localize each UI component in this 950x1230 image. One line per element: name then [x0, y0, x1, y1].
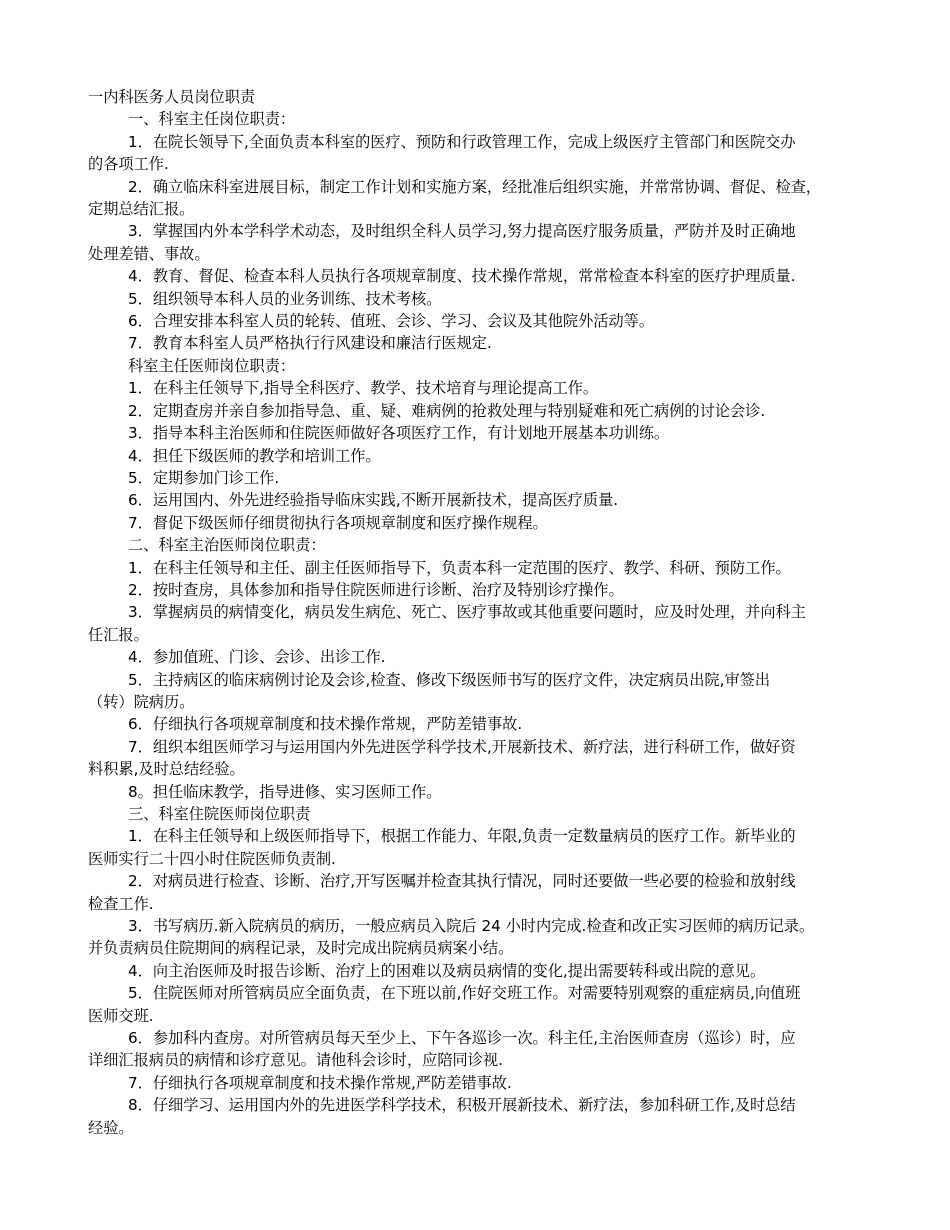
text-line: 一、科室主任岗位职责： — [128, 110, 296, 129]
text-line: 检查工作. — [88, 894, 154, 913]
text-line: 并负责病员住院期间的病程记录，及时完成出院病员病案小结。 — [88, 939, 514, 958]
text-line: （转）院病历。 — [88, 692, 195, 711]
text-line: 6．仔细执行各项规章制度和技术操作常规，严防差错事故. — [128, 715, 523, 734]
text-line: 2．定期查房并亲自参加指导急、重、疑、难病例的抢救处理与特别疑难和死亡病例的讨论会诊. — [128, 401, 766, 420]
text-line: 料积累,及时总结经验。 — [88, 760, 245, 779]
text-line: 5．组织领导本科人员的业务训练、技术考核。 — [128, 289, 442, 308]
text-line: 科室主任医师岗位职责： — [128, 356, 296, 375]
text-line: 1．在科主任领导和上级医师指导下，根据工作能力、年限,负责一定数量病员的医疗工作。新毕业的 — [128, 827, 796, 846]
text-line: 医师实行二十四小时住院医师负责制. — [88, 849, 336, 868]
text-line: 8。担任临床教学，指导进修、实习医师工作。 — [128, 782, 442, 801]
text-line: 医师交班. — [88, 1006, 154, 1025]
text-line: 3．掌握病员的病情变化，病员发生病危、死亡、医疗事故或其他重要问题时，应及时处理，并向科主 — [128, 603, 806, 622]
text-line: 定期总结汇报。 — [88, 200, 195, 219]
text-line: 1．在院长领导下,全面负责本科室的医疗、预防和行政管理工作，完成上级医疗主管部门和医院交办 — [128, 132, 796, 151]
text-line: 7．组织本组医师学习与运用国内外先进医学科学技术,开展新技术、新疗法，进行科研工作，做好资 — [128, 737, 796, 756]
text-line: 7．仔细执行各项规章制度和技术操作常规,严防差错事故. — [128, 1073, 512, 1092]
text-line: 三、科室住院医师岗位职责 — [128, 805, 311, 823]
text-line: 4．参加值班、门诊、会诊、出诊工作. — [128, 648, 386, 667]
text-line: 4．向主治医师及时报告诊断、治疗上的困难以及病员病情的变化,提出需要转科或出院的意见。 — [128, 961, 766, 980]
text-line: 任汇报。 — [88, 625, 149, 644]
text-line: 5．定期参加门诊工作. — [128, 468, 280, 487]
text-line: 6．参加科内查房。对所管病员每天至少上、下午各巡诊一次。科主任,主治医师查房（巡诊）时，应 — [128, 1029, 796, 1048]
text-line: 7．教育本科室人员严格执行行风建设和廉洁行医规定. — [128, 334, 492, 353]
text-line: 4．担任下级医师的教学和培训工作。 — [128, 446, 381, 465]
text-line: 8．仔细学习、运用国内外的先进医学科学技术，积极开展新技术、新疗法，参加科研工作,及时总结 — [128, 1096, 796, 1115]
text-line: 处理差错、事故。 — [88, 244, 210, 263]
text-line: 4．教育、督促、检查本科人员执行各项规章制度、技术操作常规，常常检查本科室的医疗护理质量. — [128, 267, 796, 286]
text-line: 1．在科主任领导和主任、副主任医师指导下，负责本科一定范围的医疗、教学、科研、预防工作。 — [128, 558, 791, 577]
text-line: 5．主持病区的临床病例讨论及会诊,检查、修改下级医师书写的医疗文件，决定病员出院,审签出 — [128, 670, 771, 689]
document-title: 一内科医务人员岗位职责 — [88, 88, 256, 106]
text-line: 5．住院医师对所管病员应全面负责，在下班以前,作好交班工作。对需要特别观察的重症病员,向值班 — [128, 984, 801, 1003]
text-line: 3．书写病历.新入院病员的病历，一般应病员入院后 24 小时内完成.检查和改正实习医师的病历记录。 — [128, 917, 815, 936]
text-line: 二、科室主治医师岗位职责： — [128, 536, 326, 555]
text-line: 6．合理安排本科室人员的轮转、值班、会诊、学习、会议及其他院外活动等。 — [128, 312, 655, 331]
text-line: 2．对病员进行检查、诊断、治疗,开写医嘱并检查其执行情况，同时还要做一些必要的检验和放射线 — [128, 872, 796, 891]
text-line: 3．指导本科主治医师和住院医师做好各项医疗工作，有计划地开展基本功训练。 — [128, 424, 670, 443]
text-line: 2．确立临床科室进展目标，制定工作计划和实施方案，经批准后组织实施，并常常协调、督促、检查， — [128, 177, 822, 196]
text-line: 2．按时查房，具体参加和指导住院医师进行诊断、治疗及特别诊疗操作。 — [128, 580, 624, 599]
text-line: 1．在科主任领导下,指导全科医疗、教学、技术培育与理论提高工作。 — [128, 379, 599, 398]
text-line: 6．运用国内、外先进经验指导临床实践,不断开展新技术，提高医疗质量. — [128, 491, 619, 510]
text-line: 7．督促下级医师仔细贯彻执行各项规章制度和医疗操作规程。 — [128, 513, 548, 532]
document-body — [88, 86, 864, 1139]
text-line: 的各项工作. — [88, 155, 169, 174]
text-line: 经验。 — [88, 1118, 134, 1137]
text-line: 详细汇报病员的病情和诊疗意见。请他科会诊时，应陪同诊视. — [88, 1051, 503, 1070]
text-line: 3．掌握国内外本学科学术动态，及时组织全科人员学习,努力提高医疗服务质量，严防并及时正确地 — [128, 222, 796, 241]
